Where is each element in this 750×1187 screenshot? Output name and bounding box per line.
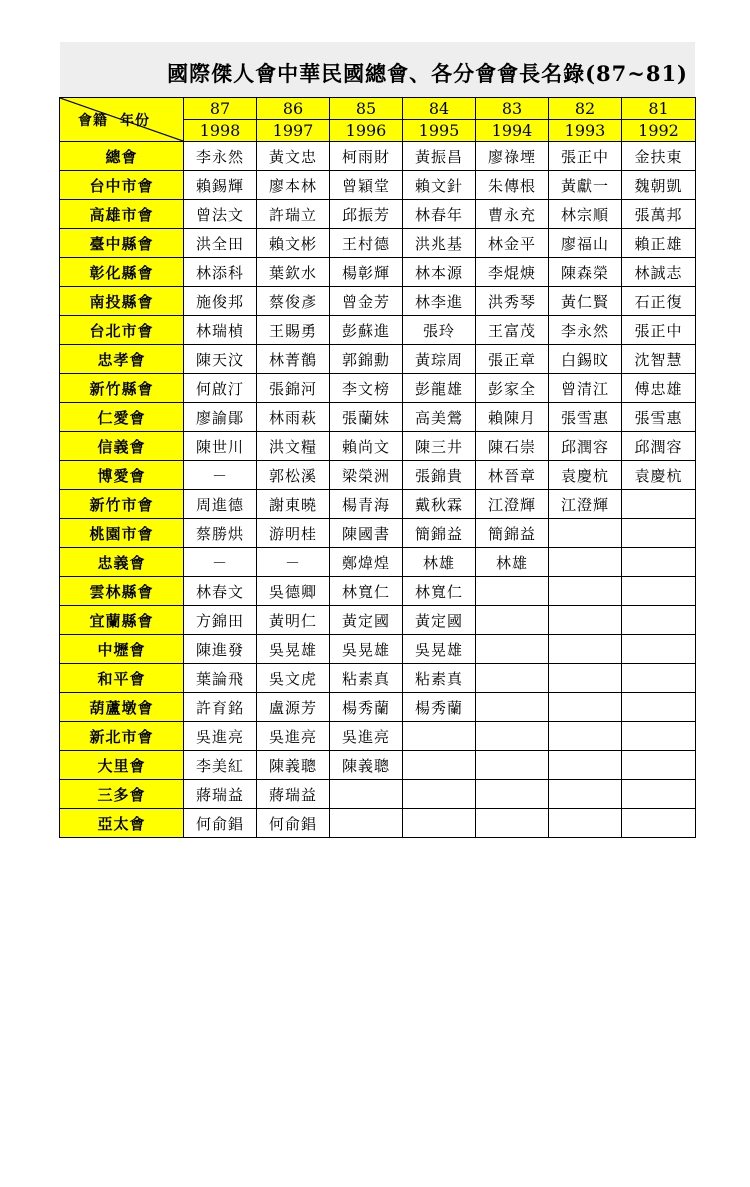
president-name-cell: 廖本林	[257, 171, 330, 200]
year-ad-cell: 1997	[257, 120, 330, 142]
president-name-cell	[622, 664, 696, 693]
president-name-cell: 柯雨財	[330, 142, 403, 171]
year-roc-cell: 86	[257, 98, 330, 120]
chapter-name-cell: 雲林縣會	[60, 577, 184, 606]
table-row	[60, 548, 696, 577]
president-name-cell: 袁慶杭	[622, 461, 696, 490]
table-row	[60, 606, 696, 635]
president-name-cell: 黃獻一	[549, 171, 622, 200]
president-name-cell	[476, 809, 549, 838]
president-name-cell: 吳晃雄	[403, 635, 476, 664]
table-row	[60, 374, 696, 403]
president-name-cell	[476, 664, 549, 693]
president-name-cell	[403, 780, 476, 809]
president-name-cell: 賴陳月	[476, 403, 549, 432]
president-name-cell: 賴尚文	[330, 432, 403, 461]
year-ad-cell: 1992	[622, 120, 696, 142]
chapter-name-cell: 彰化縣會	[60, 258, 184, 287]
chapter-name-cell: 信義會	[60, 432, 184, 461]
president-name-cell	[622, 548, 696, 577]
president-name-cell: 張錦貴	[403, 461, 476, 490]
president-name-cell: 李文榜	[330, 374, 403, 403]
chapter-name-cell: 新竹縣會	[60, 374, 184, 403]
president-name-cell: 謝東曉	[257, 490, 330, 519]
president-name-cell: 林金平	[476, 229, 549, 258]
president-name-cell: 林晉章	[476, 461, 549, 490]
president-name-cell: 吳晃雄	[257, 635, 330, 664]
president-name-cell: 白錫旼	[549, 345, 622, 374]
president-name-cell: 梁榮洲	[330, 461, 403, 490]
chapter-name-cell: 葫蘆墩會	[60, 693, 184, 722]
president-name-cell: 林雄	[403, 548, 476, 577]
president-name-cell: 楊秀蘭	[403, 693, 476, 722]
president-name-cell: 吳德卿	[257, 577, 330, 606]
year-roc-cell: 83	[476, 98, 549, 120]
chapter-name-cell: 大里會	[60, 751, 184, 780]
president-name-cell: 李永然	[184, 142, 257, 171]
president-name-cell	[549, 577, 622, 606]
president-name-cell: 曾清江	[549, 374, 622, 403]
president-name-cell	[476, 780, 549, 809]
president-name-cell: 廖諭鄖	[184, 403, 257, 432]
president-name-cell	[622, 519, 696, 548]
president-name-cell	[476, 722, 549, 751]
president-name-cell: 朱傳根	[476, 171, 549, 200]
president-name-cell: 高美鶯	[403, 403, 476, 432]
table-row	[60, 229, 696, 258]
year-ad-cell: 1993	[549, 120, 622, 142]
table-row	[60, 316, 696, 345]
president-name-cell: 陳天汶	[184, 345, 257, 374]
president-name-cell: －	[257, 548, 330, 577]
president-name-cell: 陳國書	[330, 519, 403, 548]
president-name-cell: 粘素真	[330, 664, 403, 693]
president-name-cell: 鄭煒煌	[330, 548, 403, 577]
president-name-cell: 王村德	[330, 229, 403, 258]
president-name-cell: 張正中	[622, 316, 696, 345]
president-name-cell: 張蘭妹	[330, 403, 403, 432]
president-name-cell: 粘素真	[403, 664, 476, 693]
president-name-cell	[622, 606, 696, 635]
president-name-cell: 何啟汀	[184, 374, 257, 403]
president-name-cell: 林添科	[184, 258, 257, 287]
president-name-cell: 林瑞楨	[184, 316, 257, 345]
president-name-cell	[549, 664, 622, 693]
president-name-cell	[476, 693, 549, 722]
president-name-cell	[403, 751, 476, 780]
president-name-cell: 林菁鶺	[257, 345, 330, 374]
president-name-cell	[549, 809, 622, 838]
president-name-cell: 何俞錩	[257, 809, 330, 838]
president-name-cell	[476, 635, 549, 664]
president-name-cell: 游明桂	[257, 519, 330, 548]
president-name-cell	[549, 751, 622, 780]
president-name-cell: 邱潤容	[549, 432, 622, 461]
table-row	[60, 780, 696, 809]
president-name-cell: 蔣瑞益	[257, 780, 330, 809]
chapter-name-cell: 三多會	[60, 780, 184, 809]
president-name-cell	[403, 722, 476, 751]
president-name-cell	[622, 809, 696, 838]
president-name-cell	[622, 490, 696, 519]
table-row	[60, 693, 696, 722]
president-name-cell: 彭龍雄	[403, 374, 476, 403]
president-name-cell: 周進德	[184, 490, 257, 519]
president-name-cell: 蔡勝烘	[184, 519, 257, 548]
president-name-cell: 陳世川	[184, 432, 257, 461]
corner-header-cell	[60, 98, 184, 142]
table-row	[60, 722, 696, 751]
table-row	[60, 258, 696, 287]
year-roc-cell: 82	[549, 98, 622, 120]
table-row	[60, 664, 696, 693]
president-name-cell: 彭蘇進	[330, 316, 403, 345]
president-name-cell: 洪秀琴	[476, 287, 549, 316]
table-row	[60, 577, 696, 606]
president-name-cell: 曹永充	[476, 200, 549, 229]
table-row	[60, 200, 696, 229]
president-name-cell	[330, 809, 403, 838]
president-name-cell: 王富茂	[476, 316, 549, 345]
chapter-name-cell: 桃園市會	[60, 519, 184, 548]
president-name-cell: 張正中	[549, 142, 622, 171]
table-row	[60, 751, 696, 780]
president-name-cell: 林李進	[403, 287, 476, 316]
president-name-cell: 楊彰輝	[330, 258, 403, 287]
president-name-cell: 黃琮周	[403, 345, 476, 374]
president-name-cell: 吳進亮	[184, 722, 257, 751]
president-name-cell	[476, 606, 549, 635]
president-name-cell: 張玲	[403, 316, 476, 345]
president-name-cell	[622, 577, 696, 606]
corner-label-membership: 會籍	[78, 113, 108, 129]
president-name-cell: 張雪惠	[549, 403, 622, 432]
president-name-cell	[476, 577, 549, 606]
president-name-cell: 袁慶杭	[549, 461, 622, 490]
president-name-cell: 賴文針	[403, 171, 476, 200]
president-name-cell: 張正章	[476, 345, 549, 374]
roster-body	[60, 142, 696, 838]
president-name-cell: 張雪惠	[622, 403, 696, 432]
president-name-cell: 林雄	[476, 548, 549, 577]
president-name-cell	[549, 548, 622, 577]
president-name-cell	[403, 809, 476, 838]
president-name-cell	[549, 519, 622, 548]
president-name-cell: 陳三井	[403, 432, 476, 461]
president-name-cell: 洪文糧	[257, 432, 330, 461]
president-name-cell: －	[184, 548, 257, 577]
president-name-cell: 傅忠雄	[622, 374, 696, 403]
president-name-cell: 林寬仁	[403, 577, 476, 606]
president-name-cell: 吳進亮	[257, 722, 330, 751]
year-roc-cell: 87	[184, 98, 257, 120]
president-name-cell: 李焜焿	[476, 258, 549, 287]
president-name-cell: 蔣瑞益	[184, 780, 257, 809]
president-name-cell: 林春年	[403, 200, 476, 229]
year-ad-cell: 1995	[403, 120, 476, 142]
chapter-name-cell: 中壢會	[60, 635, 184, 664]
president-name-cell: 簡錦益	[476, 519, 549, 548]
president-name-cell: 陳森榮	[549, 258, 622, 287]
page-title: 國際傑人會中華民國總會、各分會會長名錄(87~81)	[167, 61, 688, 86]
president-name-cell: 廖福山	[549, 229, 622, 258]
president-name-cell: 林春文	[184, 577, 257, 606]
president-name-cell: 葉欽水	[257, 258, 330, 287]
chapter-name-cell: 南投縣會	[60, 287, 184, 316]
year-roc-cell: 84	[403, 98, 476, 120]
president-name-cell: 林本源	[403, 258, 476, 287]
president-name-cell: 張錦河	[257, 374, 330, 403]
president-roster-table	[59, 97, 696, 838]
president-name-cell: 郭松溪	[257, 461, 330, 490]
president-name-cell: 李美紅	[184, 751, 257, 780]
president-name-cell	[622, 780, 696, 809]
president-name-cell: 廖祿堙	[476, 142, 549, 171]
president-name-cell: 林雨萩	[257, 403, 330, 432]
table-row	[60, 287, 696, 316]
president-name-cell: 吳進亮	[330, 722, 403, 751]
president-name-cell: 沈智慧	[622, 345, 696, 374]
president-name-cell: 黃定國	[330, 606, 403, 635]
president-name-cell: 曾法文	[184, 200, 257, 229]
president-name-cell: 林寬仁	[330, 577, 403, 606]
president-name-cell: 林誠志	[622, 258, 696, 287]
year-ad-cell: 1998	[184, 120, 257, 142]
chapter-name-cell: 博愛會	[60, 461, 184, 490]
president-name-cell: 邱潤容	[622, 432, 696, 461]
chapter-name-cell: 亞太會	[60, 809, 184, 838]
president-name-cell: 金扶東	[622, 142, 696, 171]
chapter-name-cell: 台中市會	[60, 171, 184, 200]
table-row	[60, 490, 696, 519]
year-roc-cell: 85	[330, 98, 403, 120]
president-name-cell: 方錦田	[184, 606, 257, 635]
table-row	[60, 635, 696, 664]
president-name-cell: 王賜勇	[257, 316, 330, 345]
president-name-cell: 楊青海	[330, 490, 403, 519]
president-name-cell: 葉論飛	[184, 664, 257, 693]
corner-label	[78, 110, 150, 130]
president-name-cell: 賴錫輝	[184, 171, 257, 200]
table-row	[60, 403, 696, 432]
president-name-cell: 盧源芳	[257, 693, 330, 722]
president-name-cell: 江澄輝	[476, 490, 549, 519]
year-ad-cell: 1994	[476, 120, 549, 142]
president-name-cell	[549, 635, 622, 664]
chapter-name-cell: 和平會	[60, 664, 184, 693]
president-name-cell	[622, 635, 696, 664]
chapter-name-cell: 新竹市會	[60, 490, 184, 519]
president-name-cell: 楊秀蘭	[330, 693, 403, 722]
president-name-cell: 邱振芳	[330, 200, 403, 229]
president-name-cell: 陳石崇	[476, 432, 549, 461]
chapter-name-cell: 臺中縣會	[60, 229, 184, 258]
president-name-cell: 洪兆基	[403, 229, 476, 258]
chapter-name-cell: 台北市會	[60, 316, 184, 345]
president-name-cell: 許育銘	[184, 693, 257, 722]
president-name-cell: 陳義聰	[330, 751, 403, 780]
president-name-cell: 黃仁賢	[549, 287, 622, 316]
president-name-cell: 曾穎堂	[330, 171, 403, 200]
president-name-cell: 黃振昌	[403, 142, 476, 171]
president-name-cell: 陳進發	[184, 635, 257, 664]
chapter-name-cell: 高雄市會	[60, 200, 184, 229]
president-name-cell: 魏朝凱	[622, 171, 696, 200]
president-name-cell: －	[184, 461, 257, 490]
president-name-cell: 張萬邦	[622, 200, 696, 229]
president-name-cell	[622, 751, 696, 780]
chapter-name-cell: 仁愛會	[60, 403, 184, 432]
president-name-cell: 許瑞立	[257, 200, 330, 229]
president-name-cell: 洪全田	[184, 229, 257, 258]
president-name-cell	[549, 780, 622, 809]
president-name-cell	[549, 722, 622, 751]
president-name-cell	[622, 722, 696, 751]
president-name-cell	[476, 751, 549, 780]
president-name-cell: 李永然	[549, 316, 622, 345]
table-row	[60, 809, 696, 838]
president-name-cell: 簡錦益	[403, 519, 476, 548]
president-name-cell: 施俊邦	[184, 287, 257, 316]
president-name-cell: 蔡俊彥	[257, 287, 330, 316]
chapter-name-cell: 忠義會	[60, 548, 184, 577]
year-ad-cell: 1996	[330, 120, 403, 142]
president-name-cell	[622, 693, 696, 722]
president-name-cell: 林宗順	[549, 200, 622, 229]
president-name-cell: 吳文虎	[257, 664, 330, 693]
table-row	[60, 519, 696, 548]
table-row	[60, 142, 696, 171]
president-name-cell	[549, 693, 622, 722]
president-name-cell: 戴秋霖	[403, 490, 476, 519]
table-row	[60, 461, 696, 490]
president-name-cell: 黃定國	[403, 606, 476, 635]
president-name-cell: 江澄輝	[549, 490, 622, 519]
president-name-cell	[330, 780, 403, 809]
table-row	[60, 345, 696, 374]
president-name-cell: 曾金芳	[330, 287, 403, 316]
president-name-cell: 郭錦勳	[330, 345, 403, 374]
president-name-cell: 賴正雄	[622, 229, 696, 258]
president-name-cell: 賴文彬	[257, 229, 330, 258]
president-name-cell: 黃文忠	[257, 142, 330, 171]
table-row	[60, 432, 696, 461]
president-name-cell: 吳晃雄	[330, 635, 403, 664]
corner-label-year: 年份	[120, 113, 150, 129]
president-name-cell: 陳義聰	[257, 751, 330, 780]
president-name-cell: 石正復	[622, 287, 696, 316]
title-bar	[60, 42, 695, 97]
year-roc-cell: 81	[622, 98, 696, 120]
table-row	[60, 171, 696, 200]
president-name-cell: 黃明仁	[257, 606, 330, 635]
president-name-cell: 何俞錩	[184, 809, 257, 838]
chapter-name-cell: 宜蘭縣會	[60, 606, 184, 635]
president-name-cell	[549, 606, 622, 635]
chapter-name-cell: 總會	[60, 142, 184, 171]
header-row-roc-years	[60, 98, 696, 120]
chapter-name-cell: 忠孝會	[60, 345, 184, 374]
chapter-name-cell: 新北市會	[60, 722, 184, 751]
president-name-cell: 彭家全	[476, 374, 549, 403]
